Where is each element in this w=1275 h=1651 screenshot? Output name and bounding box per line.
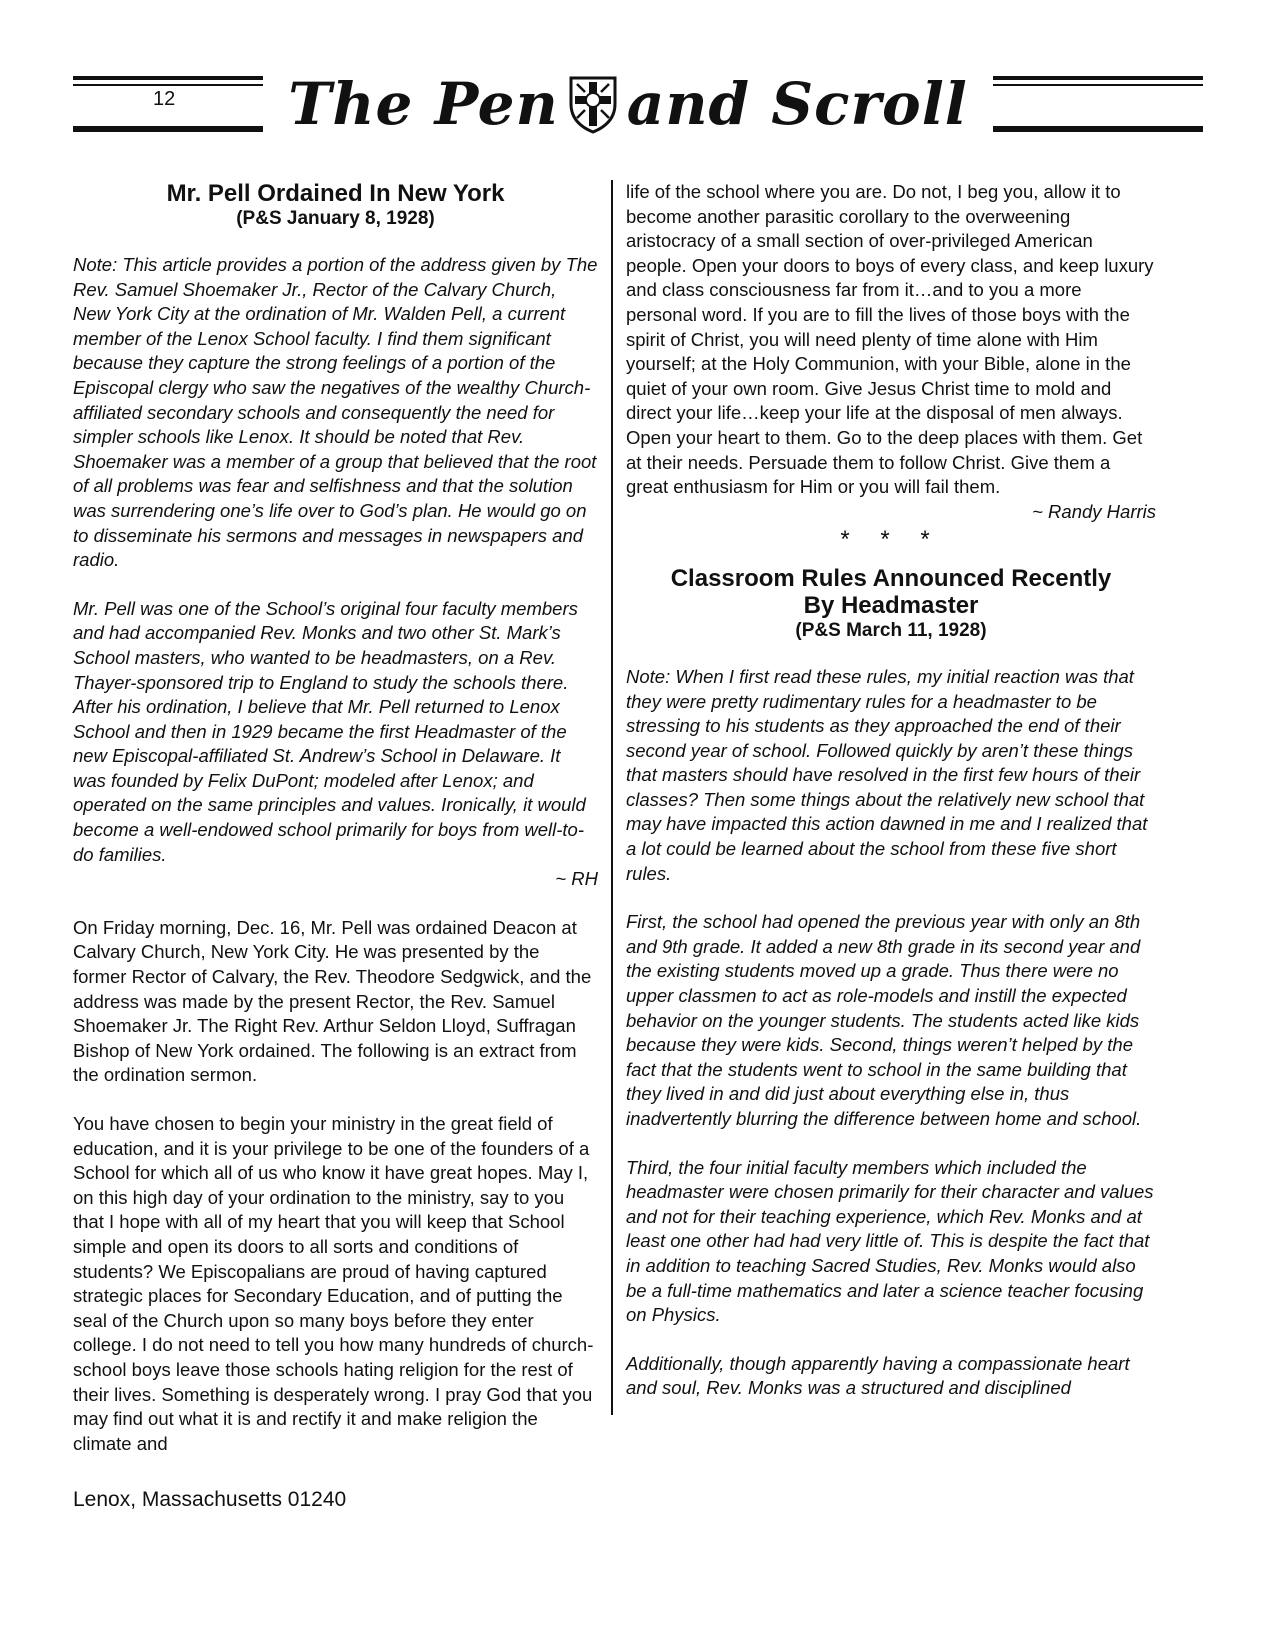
footer-address: Lenox, Massachusetts 01240 bbox=[73, 1488, 347, 1511]
editor-note: Additionally, though apparently having a compassionate heart and soul, Rev. Monks was a structured and disciplined bbox=[626, 1352, 1130, 1399]
article-title: Mr. Pell Ordained In New York bbox=[166, 180, 505, 207]
section-separator: * * * bbox=[840, 526, 942, 554]
right-column bbox=[626, 180, 1156, 1425]
page-number: 12 bbox=[153, 88, 176, 110]
article-title: Classroom Rules Announced Recently bbox=[670, 564, 1112, 592]
masthead bbox=[73, 72, 1203, 142]
article-paragraph: You have chosen to begin your ministry in the great field of education, and it is your privilege to be one of the founders of a School for which all of us who know it have great hopes. May I, on this high day of your ordination to the ministry, say to you that I hope with all of my heart that you will keep that School simple and open its doors to all sorts and conditions of students? We Episcopalians are proud of having captured strategic places for Secondary Education, and of putting the seal of the Church upon so many boys before they enter college. I do not need to tell you how many hundreds of church-school boys leave those schools hating religion for the rest of their lives. Something is desperately wrong. I pray God that you may find out what it is and rectify it and make religion the climate and bbox=[73, 1113, 594, 1454]
article-title-line2: By Headmaster bbox=[803, 591, 979, 619]
masthead-rule bbox=[73, 76, 263, 86]
masthead-title-right: and Scroll bbox=[626, 70, 968, 138]
editor-note: Third, the four initial faculty members which included the headmaster were chosen primarily for their character and values and not for their teaching experience, which Rev. Monks and at least one other had had very little of. This is despite the fact that in addition to teaching Sacred Studies, Rev. Monks would also be a full-time mathematics and later a science teacher focusing on Physics. bbox=[626, 1156, 1154, 1326]
editor-note: First, the school had opened the previous year with only an 8th and 9th grade. It added a new 8th grade in its second year and the existing students moved up a grade. Thus there were no upper classmen to act as role-models and instill the expected behavior on the younger students. The students acted like kids because they were kids. Second, things weren’t helped by the fact that the students went to school in the same building that they lived in and did just about everything else in, thus inadvertently blurring the difference between home and school. bbox=[626, 911, 1142, 1129]
masthead-rule bbox=[993, 76, 1203, 86]
article-source: (P&S January 8, 1928) bbox=[236, 208, 435, 229]
masthead-title-left: The Pen bbox=[288, 70, 559, 138]
editor-note: Note: When I first read these rules, my initial reaction was that they were pretty rudimentary rules for a headmaster to be stressing to his students as they approached the end of their second year of school. Followed quickly by aren’t these things that masters should have resolved in the first few hours of their classes? Then some things about the relatively new school that may have impacted this action dawned in me and I realized that a lot could be learned about the school from these five short rules. bbox=[626, 665, 1148, 884]
editor-note: Note: This article provides a portion of the address given by The Rev. Samuel Shoemaker Jr., Rector of the Calvary Church, New York City at the ordination of Mr. Walden Pell, a current member of the Lenox School faculty. I find them significant because they capture the strong feelings of a portion of the Episcopal clergy who saw the negatives of the wealthy Church-affiliated secondary schools and consequently the need for simpler schools like Lenox. It should be noted that Rev. Shoemaker was a member of a group that believed that the root of all problems was fear and selfishness and that the solution was surrendering one’s life over to God’s plan. He would go on to disseminate his sermons and messages in newspapers and radio. bbox=[73, 254, 598, 571]
note-signature: ~ RH bbox=[555, 868, 598, 890]
masthead-title bbox=[265, 64, 991, 144]
crest-shield-icon bbox=[567, 74, 619, 134]
masthead-rule bbox=[993, 122, 1203, 132]
editor-note: Mr. Pell was one of the School’s original four faculty members and had accompanied Rev. Monks and two other St. Mark’s School masters, who wanted to be headmasters, on a Rev. Thayer-sponsored trip to England to study the schools there. After his ordination, I believe that Mr. Pell returned to Lenox School and then in 1929 became the first Headmaster of the new Episcopal-affiliated St. Andrew’s School in Delaware. It was founded by Felix DuPont; modeled after Lenox; and operated on the same principles and values. Ironically, it would become a well-endowed school primarily for boys from well-to-do families. bbox=[73, 597, 586, 865]
article-paragraph: On Friday morning, Dec. 16, Mr. Pell was ordained Deacon at Calvary Church, New York City. He was presented by the former Rector of Calvary, the Rev. Theodore Sedgwick, and the address was made by the present Rector, the Rev. Samuel Shoemaker Jr. The Right Rev. Arthur Seldon Lloyd, Suffragan Bishop of New York ordained. The following is an extract from the ordination sermon. bbox=[73, 916, 592, 1086]
author-signature: ~ Randy Harris bbox=[1032, 500, 1156, 522]
masthead-rule bbox=[73, 122, 263, 132]
column-divider bbox=[611, 180, 613, 1415]
left-column bbox=[73, 180, 598, 1480]
article-source: (P&S March 11, 1928) bbox=[795, 619, 987, 641]
article-paragraph: life of the school where you are. Do not, I beg you, allow it to become another parasitic corollary to the overweening aristocracy of a small section of over-privileged American people. Open your doors to boys of every class, and keep luxury and class consciousness far from it…and to you a more personal word. If you are to fill the lives of those boys with the spirit of Christ, you will need plenty of time alone with Him yourself; at the Holy Communion, with your Bible, alone in the quiet of your own room. Give Jesus Christ time to mold and direct your life…keep your life at the disposal of men always. Open your heart to them. Go to the deep places with them. Get at their needs. Persuade them to follow Christ. Give them a great enthusiasm for Him or you will fail them. bbox=[626, 181, 1154, 498]
